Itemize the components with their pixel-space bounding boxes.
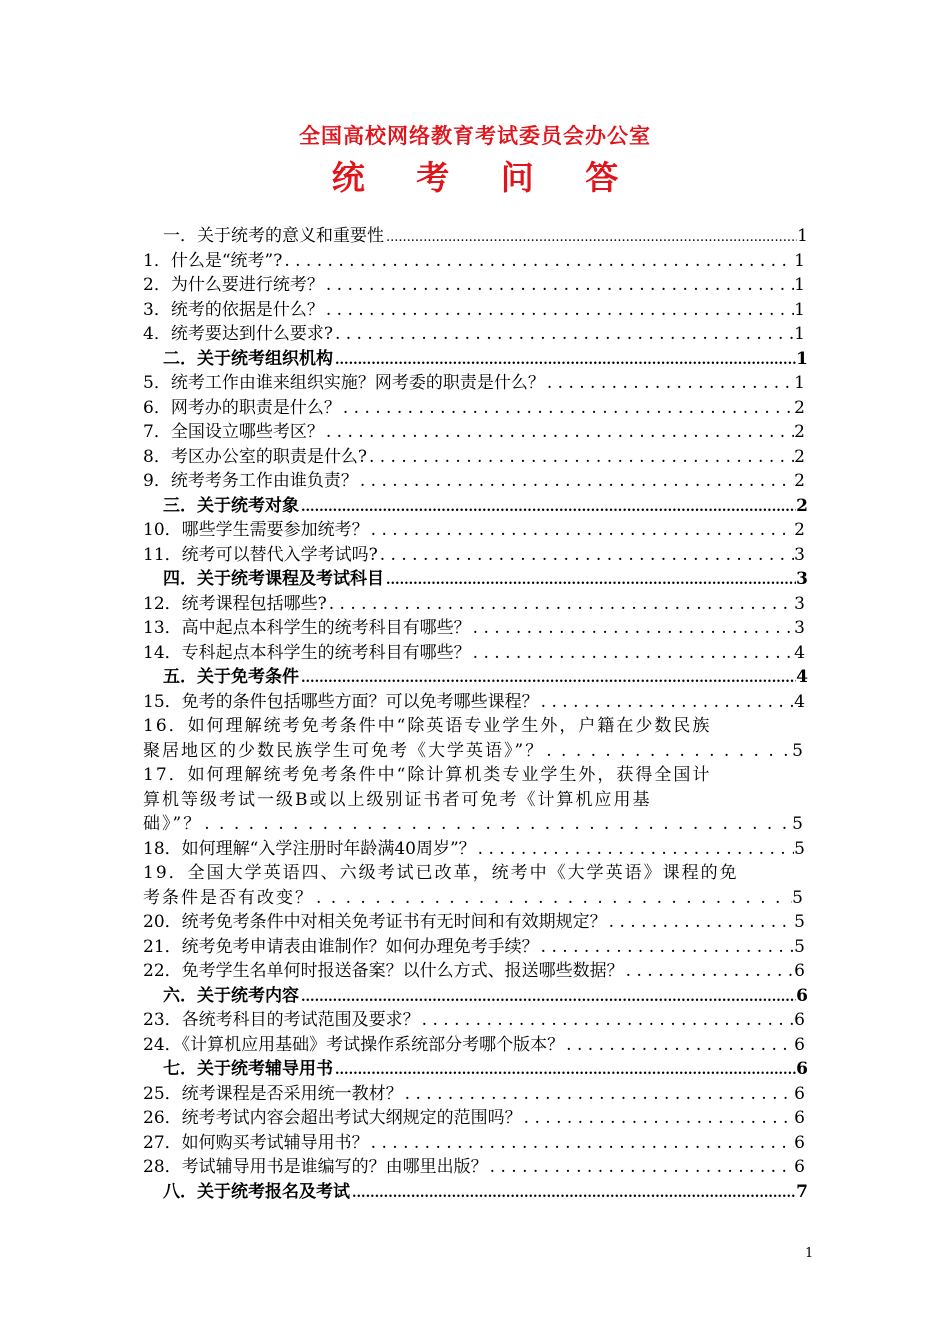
toc-item[interactable]	[143, 1155, 805, 1180]
toc-label: 28．考试辅导用书是谁编写的？由哪里出版？	[143, 1157, 488, 1177]
toc-label-line: 17．如何理解统考免考条件中“除计算机类专业学生外，获得全国计	[143, 765, 712, 785]
toc-page-number: 6	[796, 1059, 808, 1079]
toc-item[interactable]	[143, 1106, 805, 1131]
toc-page-number: 3	[794, 618, 805, 638]
toc-label: 13．高中起点本科学生的统考科目有哪些？	[143, 618, 471, 638]
toc-label: 18．如何理解“入学注册时年龄满40周岁”？	[143, 838, 476, 859]
toc-label: 22．免考学生名单何时报送备案？以什么方式、报送哪些数据？	[143, 961, 624, 981]
toc-page-number: 2	[796, 495, 808, 516]
toc-section[interactable]	[143, 1057, 808, 1082]
toc-item[interactable]	[143, 420, 805, 445]
toc-page-number: 2	[794, 397, 805, 418]
toc-page-number: 6	[794, 1108, 805, 1128]
toc-item[interactable]	[143, 641, 805, 666]
toc-label: 26．统考考试内容会超出考试大纲规定的范围吗？	[143, 1108, 522, 1128]
toc-label: 一．关于统考的意义和重要性	[163, 226, 384, 246]
toc-leader	[384, 226, 797, 251]
toc-leader	[327, 592, 794, 617]
toc-label: 15．免考的条件包括哪些方面？可以免考哪些课程？	[143, 691, 539, 712]
toc-leader	[539, 935, 795, 960]
toc-label: 6．网考办的职责是什么？	[143, 397, 341, 418]
toc-item[interactable]	[143, 910, 805, 935]
toc-page-number: 1	[797, 226, 808, 246]
toc-leader	[333, 1059, 796, 1084]
toc-page-number: 6	[794, 1132, 805, 1153]
toc-page-number: 6	[794, 1010, 805, 1030]
page-number: 1	[805, 1246, 814, 1261]
toc-leader	[403, 1082, 795, 1107]
toc-label: 24．《计算机应用基础》考试操作系统部分考哪个版本？	[143, 1034, 565, 1055]
toc-label: 12．统考课程包括哪些?	[143, 593, 327, 614]
toc-leader	[488, 1155, 795, 1180]
toc-page-number: 6	[794, 1083, 805, 1104]
toc-page-number: 1	[794, 324, 805, 344]
toc-leader	[564, 1033, 794, 1058]
toc-page-number: 7	[796, 1181, 808, 1202]
toc-page-number: 2	[794, 471, 805, 491]
toc-item[interactable]	[143, 1008, 805, 1033]
toc-item[interactable]	[143, 861, 805, 910]
toc-label: 三．关于统考对象	[163, 495, 299, 516]
toc-page-number: 3	[794, 593, 805, 614]
toc-label: 3．统考的依据是什么？	[143, 299, 324, 320]
toc-page-number: 2	[794, 422, 805, 442]
toc-section[interactable]	[143, 494, 808, 519]
toc-label: 14．专科起点本科学生的统考科目有哪些？	[143, 642, 471, 663]
toc-label: 8．考区办公室的职责是什么?	[143, 446, 367, 467]
toc-label-line: 础》”？	[143, 814, 203, 834]
toc-label-line: 考条件是否有改变？	[143, 887, 314, 908]
toc-leader	[299, 986, 796, 1011]
toc-item[interactable]	[143, 763, 805, 837]
toc-section[interactable]	[143, 984, 808, 1009]
toc-page-number: 5	[792, 740, 805, 761]
toc-leader	[314, 886, 792, 911]
toc-label: 11．统考可以替代入学考试吗?	[143, 544, 378, 565]
toc-section[interactable]	[143, 347, 808, 372]
toc-item[interactable]	[143, 959, 805, 984]
toc-page-number: 6	[794, 961, 805, 981]
toc-section[interactable]	[143, 665, 808, 690]
toc-page-number: 1	[794, 373, 805, 393]
toc-leader	[607, 910, 795, 935]
toc-item[interactable]	[143, 396, 805, 421]
toc-section[interactable]	[143, 224, 808, 249]
toc-label: 二．关于统考组织机构	[163, 348, 333, 369]
toc-label-line: 算机等级考试一级B或以上级别证书者可免考《计算机应用基	[143, 789, 652, 810]
toc-leader	[299, 496, 796, 521]
toc-leader	[545, 371, 794, 396]
toc-label-line: 19．全国大学英语四、六级考试已改革，统考中《大学英语》课程的免	[143, 863, 739, 883]
toc-leader	[299, 667, 796, 692]
toc-leader	[341, 396, 794, 421]
toc-leader	[282, 249, 794, 274]
toc-page-number: 3	[796, 569, 808, 589]
toc-leader	[522, 1106, 795, 1131]
toc-label: 9．统考考务工作由谁负责？	[143, 471, 358, 491]
toc-item[interactable]	[143, 1131, 805, 1156]
toc-leader	[333, 322, 794, 347]
toc-leader	[369, 518, 795, 543]
document-title: 统 考 问 答	[331, 158, 639, 197]
toc-leader	[324, 298, 794, 323]
toc-leader	[324, 273, 794, 298]
toc-label: 七．关于统考辅导用书	[163, 1059, 333, 1079]
toc-label: 20．统考免考条件中对相关免考证书有无时间和有效期规定？	[143, 912, 607, 932]
toc-page-number: 5	[792, 814, 805, 834]
toc-page-number: 6	[796, 985, 808, 1006]
toc-label: 7．全国设立哪些考区？	[143, 422, 324, 442]
toc-page-number: 5	[794, 936, 805, 957]
toc-page-number: 2	[794, 446, 805, 467]
toc-item[interactable]	[143, 298, 805, 323]
table-of-contents	[143, 224, 808, 1204]
toc-page-number: 4	[794, 642, 805, 663]
toc-label: 5．统考工作由谁来组织实施？网考委的职责是什么？	[143, 373, 545, 393]
toc-label: 27．如何购买考试辅导用书？	[143, 1132, 369, 1153]
toc-page-number: 5	[794, 912, 805, 932]
toc-page-number: 2	[794, 520, 805, 540]
toc-leader	[358, 469, 794, 494]
toc-label: 六．关于统考内容	[163, 985, 299, 1006]
org-title: 全国高校网络教育考试委员会办公室	[299, 123, 651, 148]
toc-leader	[350, 1182, 796, 1207]
toc-page-number: 4	[794, 691, 805, 712]
toc-page-number: 1	[794, 275, 805, 295]
toc-label-line: 16．如何理解统考免考条件中“除英语专业学生外，户籍在少数民族	[143, 716, 712, 736]
toc-item[interactable]	[143, 249, 805, 274]
toc-page-number: 4	[796, 667, 808, 687]
toc-page-number: 3	[794, 544, 805, 565]
toc-item[interactable]	[143, 322, 805, 347]
toc-leader	[369, 1131, 795, 1156]
toc-page-number: 5	[792, 887, 805, 908]
toc-item[interactable]	[143, 592, 805, 617]
toc-leader	[420, 1008, 795, 1033]
toc-leader	[471, 616, 795, 641]
toc-label: 23．各统考科目的考试范围及要求？	[143, 1010, 420, 1030]
toc-item[interactable]	[143, 616, 805, 641]
toc-label: 四．关于统考课程及考试科目	[163, 569, 384, 589]
toc-label: 五．关于免考条件	[163, 667, 299, 687]
toc-section[interactable]	[143, 1180, 808, 1205]
toc-label: 21．统考免考申请表由谁制作？如何办理免考手续？	[143, 936, 539, 957]
toc-item[interactable]	[143, 469, 805, 494]
toc-label: 25．统考课程是否采用统一教材？	[143, 1083, 403, 1104]
toc-leader	[378, 543, 794, 568]
toc-leader	[476, 837, 795, 862]
toc-page-number: 6	[794, 1034, 805, 1055]
toc-label: 八．关于统考报名及考试	[163, 1181, 350, 1202]
toc-leader	[624, 959, 795, 984]
toc-item[interactable]	[143, 518, 805, 543]
toc-item[interactable]	[143, 935, 805, 960]
toc-item[interactable]	[143, 445, 805, 470]
toc-leader	[544, 739, 792, 764]
toc-label: 1．什么是“统考”?	[143, 250, 283, 271]
toc-item[interactable]	[143, 837, 805, 862]
toc-page-number: 1	[796, 348, 808, 369]
toc-section[interactable]	[143, 567, 808, 592]
toc-leader	[202, 812, 792, 837]
toc-item[interactable]	[143, 273, 805, 298]
toc-item[interactable]	[143, 690, 805, 715]
toc-page-number: 1	[794, 250, 805, 271]
toc-leader	[333, 349, 796, 374]
toc-item[interactable]	[143, 714, 805, 763]
toc-page-number: 1	[794, 299, 805, 320]
toc-item[interactable]	[143, 371, 805, 396]
toc-page-number: 6	[794, 1157, 805, 1177]
toc-leader	[324, 420, 794, 445]
toc-leader	[471, 641, 795, 666]
toc-leader	[367, 445, 794, 470]
toc-leader	[384, 569, 796, 594]
toc-label: 4．统考要达到什么要求?	[143, 324, 333, 344]
toc-label: 2．为什么要进行统考？	[143, 275, 324, 295]
toc-item[interactable]	[143, 543, 805, 568]
toc-item[interactable]	[143, 1033, 805, 1058]
toc-label-line: 聚居地区的少数民族学生可免考《大学英语》”？	[143, 740, 545, 761]
toc-item[interactable]	[143, 1082, 805, 1107]
toc-leader	[539, 690, 795, 715]
toc-page-number: 5	[794, 838, 805, 859]
toc-label: 10．哪些学生需要参加统考？	[143, 520, 369, 540]
